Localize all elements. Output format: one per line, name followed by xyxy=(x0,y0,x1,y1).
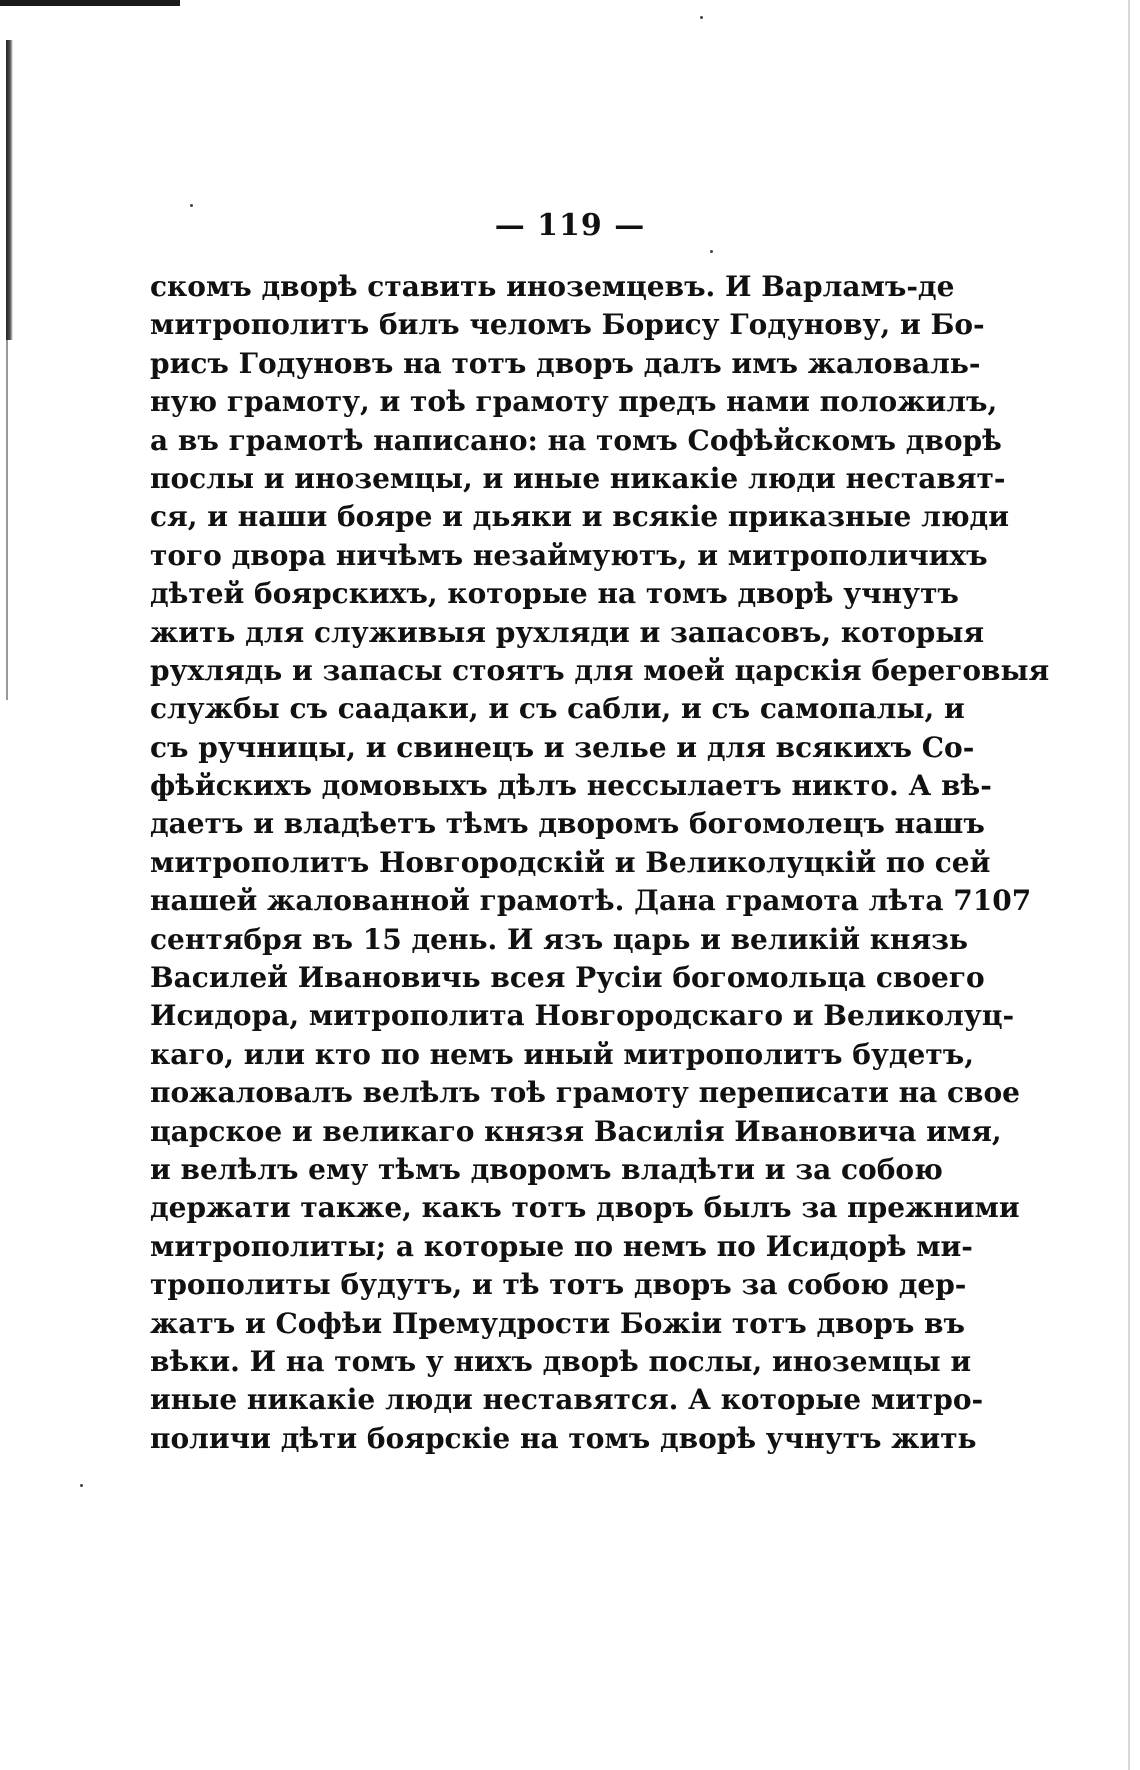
text-line: ся, и наши бояре и дьяки и всякіе приказные люди xyxy=(150,500,1009,534)
text-line: нашей жалованной грамотѣ. Дана грамота лѣта 7107 xyxy=(150,884,1032,918)
text-line: съ ручницы, и свинецъ и зелье и для всякихъ Со- xyxy=(150,730,975,764)
text-line: рухлядь и запасы стоятъ для моей царскія береговыя xyxy=(150,653,1050,687)
scan-edge-top xyxy=(0,0,180,6)
text-line: поличи дѣти боярскіе на томъ дворѣ учнутъ жить xyxy=(150,1421,977,1455)
text-line: ную грамоту, и тоѣ грамоту предъ нами положилъ, xyxy=(150,385,998,419)
text-line: трополиты будутъ, и тѣ тотъ дворъ за собою дер- xyxy=(150,1268,967,1302)
scan-speck xyxy=(710,250,713,253)
text-line: службы съ саадаки, и съ сабли, и съ самопалы, и xyxy=(150,692,965,726)
text-line: фѣйскихъ домовыхъ дѣлъ нессылаетъ никто. А вѣ- xyxy=(150,769,992,803)
page-number: — 119 — xyxy=(494,208,646,243)
text-line: даетъ и владѣетъ тѣмъ дворомъ богомолецъ нашъ xyxy=(150,807,985,841)
scan-speck xyxy=(700,16,703,19)
text-line: царское и великаго князя Василія Ивановича имя, xyxy=(150,1114,1002,1148)
text-line: рисъ Годуновъ на тотъ дворъ далъ имъ жаловаль- xyxy=(150,346,981,380)
text-line: иные никакіе люди неставятся. А которые митро- xyxy=(150,1383,984,1417)
scan-edge-right xyxy=(1128,0,1130,1770)
body-text xyxy=(150,268,1050,1458)
text-line: вѣки. И на томъ у нихъ дворѣ послы, иноземцы и xyxy=(150,1344,972,1378)
scan-edge-left-thin xyxy=(6,340,8,700)
text-line: Василей Ивановичь всея Русіи богомольца своего xyxy=(150,961,985,995)
text-line: и велѣлъ ему тѣмъ дворомъ владѣти и за собою xyxy=(150,1152,943,1186)
text-line: а въ грамотѣ написано: на томъ Софѣйскомъ дворѣ xyxy=(150,423,1002,457)
text-line: Исидора, митрополита Новгородскаго и Великолуц- xyxy=(150,999,1015,1033)
text-line: того двора ничѣмъ незаймуютъ, и митрополичихъ xyxy=(150,538,988,572)
scan-speck xyxy=(190,204,193,207)
text-line: дѣтей боярскихъ, которые на томъ дворѣ учнутъ xyxy=(150,577,959,611)
text-line: митрополиты; а которые по немъ по Исидорѣ ми- xyxy=(150,1229,973,1263)
text-line: сентября въ 15 день. И язъ царь и великій князь xyxy=(150,922,969,956)
text-line: каго, или кто по немъ иный митрополитъ будетъ, xyxy=(150,1037,974,1071)
text-line: митрополитъ билъ челомъ Борису Годунову, и Бо- xyxy=(150,308,985,342)
text-line: пожаловалъ велѣлъ тоѣ грамоту переписати на свое xyxy=(150,1076,1020,1110)
scan-speck xyxy=(80,1484,83,1487)
scan-edge-left xyxy=(6,40,13,340)
text-line: скомъ дворѣ ставить иноземцевъ. И Варламъ-де xyxy=(150,270,955,303)
text-line: держати также, какъ тотъ дворъ былъ за прежними xyxy=(150,1191,1020,1225)
text-line: послы и иноземцы, и иные никакіе люди неставят- xyxy=(150,461,1006,495)
text-line: жатъ и Софѣи Премудрости Божіи тотъ дворъ въ xyxy=(150,1306,965,1340)
text-line: митрополитъ Новгородскій и Великолуцкій по сей xyxy=(150,845,991,879)
text-line: жить для служивыя рухляди и запасовъ, которыя xyxy=(150,615,985,649)
